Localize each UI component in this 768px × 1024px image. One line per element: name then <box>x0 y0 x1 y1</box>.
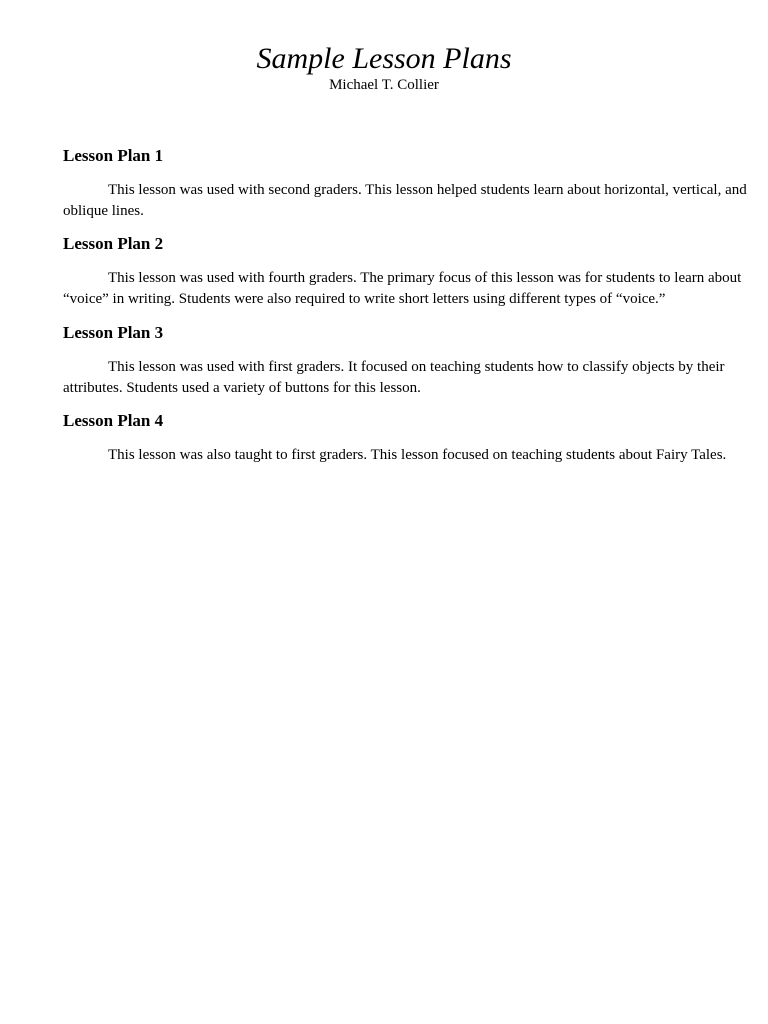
lesson-plan-3-heading: Lesson Plan 3 <box>63 323 164 342</box>
lesson-plan-1-description: This lesson was used with second graders. This lesson helped students learn about horizontal, vertical, and oblique lines. <box>63 182 747 219</box>
lesson-plan-1-heading: Lesson Plan 1 <box>63 146 164 165</box>
lesson-plan-2-heading: Lesson Plan 2 <box>63 234 164 253</box>
lesson-plan-4-description: This lesson was also taught to first graders. This lesson focused on teaching students about Fairy Tales. <box>108 447 727 463</box>
document-title: Sample Lesson Plans <box>256 42 512 75</box>
lesson-plan-3-description: This lesson was used with first graders. It focused on teaching students how to classify objects by their attributes. Students used a variety of buttons for this lesson. <box>63 359 725 396</box>
lesson-plan-2-description: This lesson was used with fourth graders. The primary focus of this lesson was for students to learn about “voice” in writing. Students were also required to write short letters using different types of “voice.” <box>63 270 742 307</box>
lesson-plan-4-heading: Lesson Plan 4 <box>63 411 164 430</box>
document-author: Michael T. Collier <box>329 77 439 93</box>
